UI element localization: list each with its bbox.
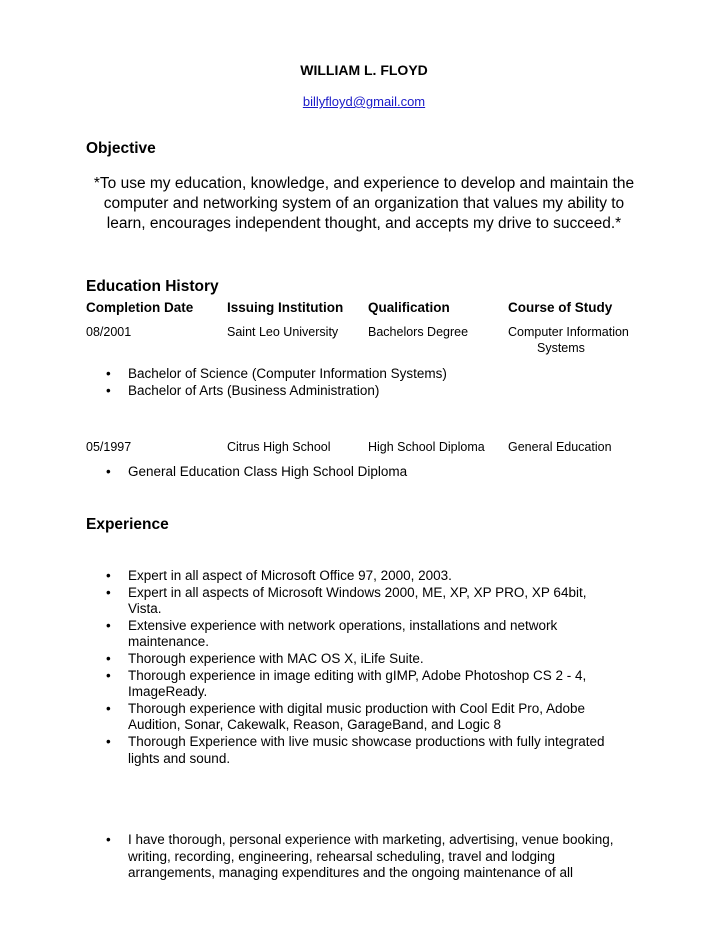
bullet-icon: • <box>106 617 111 633</box>
list-item: • Expert in all aspects of Microsoft Windows 2000, ME, XP, XP PRO, XP 64bit, Vista. <box>106 584 587 617</box>
email-link[interactable]: billyfloyd@gmail.com <box>302 94 426 109</box>
list-item: • General Education Class High School Diploma <box>106 464 408 479</box>
list-item: • Expert in all aspect of Microsoft Office 97, 2000, 2003. <box>106 568 452 583</box>
bullet-icon: • <box>106 382 111 398</box>
list-item: • Extensive experience with network operations, installations and network maintenance. <box>106 617 558 650</box>
experience-heading: Experience <box>86 516 169 533</box>
column-header-qualification: Qualification <box>368 300 450 315</box>
issuing-institution: Citrus High School <box>227 440 331 454</box>
list-item: • Bachelor of Science (Computer Information Systems) <box>106 366 447 381</box>
list-item: • Thorough experience in image editing with gIMP, Adobe Photoshop CS 2 - 4, ImageReady. <box>106 667 587 700</box>
bullet-icon: • <box>106 700 111 716</box>
bullet-icon: • <box>106 832 111 847</box>
education-heading: Education History <box>86 278 219 295</box>
objective-text: *To use my education, knowledge, and experience to develop and maintain the computer and networking system of an organization that values my ability to learn, encourages independent thought, and accepts my drive to succeed.* <box>93 175 635 232</box>
list-item: • Thorough experience with digital music production with Cool Edit Pro, Adobe Audition, Sonar, Cakewalk, Reason, GarageBand, and Logic 8 <box>106 700 586 733</box>
completion-date: 08/2001 <box>86 325 132 339</box>
column-header-issuing-institution: Issuing Institution <box>227 300 344 315</box>
completion-date: 05/1997 <box>86 440 132 454</box>
course-of-study: Computer Information <box>508 325 629 339</box>
course-of-study-continued: Systems <box>537 341 585 355</box>
bullet-icon: • <box>106 733 111 749</box>
bullet-icon: • <box>106 366 111 381</box>
experience-list-continued <box>86 832 614 882</box>
bullet-icon: • <box>106 650 111 666</box>
list-item: • Thorough experience with MAC OS X, iLife Suite. <box>106 650 424 666</box>
candidate-name: WILLIAM L. FLOYD <box>300 62 428 78</box>
diploma-list <box>86 464 407 481</box>
issuing-institution: Saint Leo University <box>227 325 339 339</box>
column-header-completion-date: Completion Date <box>86 300 194 315</box>
list-item: • I have thorough, personal experience with marketing, advertising, venue booking, writing, recording, engineering, rehearsal scheduling, travel and lodging arrangements, managing expenditures and the ongoing maintenance of all <box>106 832 614 881</box>
bullet-icon: • <box>106 584 111 600</box>
qualification: Bachelors Degree <box>368 325 469 339</box>
bullet-icon: • <box>106 568 111 583</box>
degree-list <box>86 366 447 399</box>
column-header-course-of-study: Course of Study <box>508 300 613 315</box>
bullet-icon: • <box>106 464 111 479</box>
course-of-study: General Education <box>508 440 612 454</box>
experience-list <box>86 568 605 767</box>
qualification: High School Diploma <box>368 440 485 454</box>
objective-heading: Objective <box>86 140 156 157</box>
bullet-icon: • <box>106 667 111 683</box>
list-item: • Thorough Experience with live music showcase productions with fully integrated lights and sound. <box>106 733 605 766</box>
list-item: • Bachelor of Arts (Business Administration) <box>106 382 380 398</box>
